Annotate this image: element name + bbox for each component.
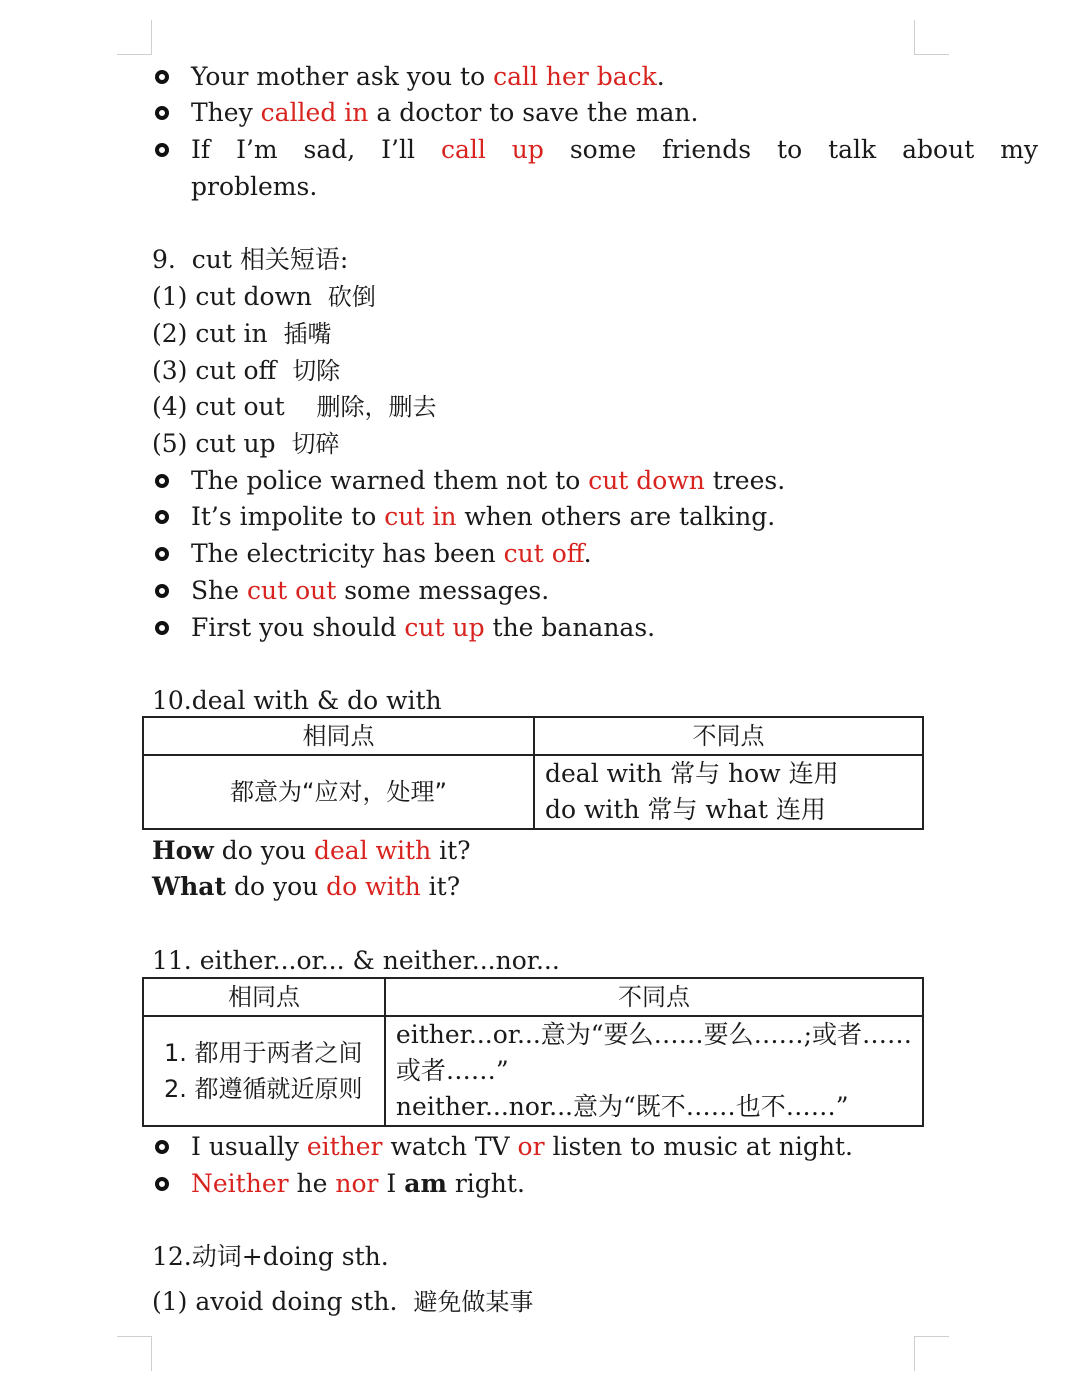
- table-header: 相同点: [143, 978, 385, 1016]
- crop-mark-bottom-left: [117, 1336, 152, 1371]
- section-heading: 11. either...or... & neither...nor...: [152, 946, 560, 975]
- crop-mark-bottom-right: [914, 1336, 949, 1371]
- table-cell-line: deal with 常与 how 连用: [545, 759, 839, 788]
- table-cell-line: neither...nor...意为“既不……也不……”: [395, 1092, 849, 1121]
- table-cell: [385, 1016, 923, 1126]
- crop-mark-top-right: [914, 20, 949, 55]
- bullet-icon: [155, 584, 169, 598]
- table-cell-line: 2. 都遵循就近原则: [164, 1075, 363, 1103]
- bullet-icon: [155, 106, 169, 120]
- table-header: 不同点: [534, 717, 923, 755]
- section-heading: 10.deal with & do with: [152, 686, 442, 715]
- bullet-icon: [155, 474, 169, 488]
- example-sentence: What do you do with it?: [152, 872, 461, 901]
- table-cell: [534, 755, 923, 829]
- phrase-item: (5) cut up 切碎: [152, 429, 340, 458]
- table-cell-line: 或者……”: [395, 1056, 509, 1085]
- table-cell-line: 1. 都用于两者之间: [164, 1039, 363, 1067]
- section-heading: 9. cut 相关短语:: [152, 245, 349, 274]
- table-cell-line: either...or...意为“要么……要么……;或者……: [395, 1020, 912, 1049]
- phrase-item: (4) cut out 删除，删去: [152, 392, 437, 421]
- bullet-icon: [155, 143, 169, 157]
- table-cell: [143, 1016, 385, 1126]
- phrase-item: (1) avoid doing sth. 避免做某事: [152, 1287, 534, 1316]
- comparison-table: [142, 977, 924, 1127]
- bullet-icon: [155, 70, 169, 84]
- table-header: 相同点: [143, 717, 534, 755]
- crop-mark-top-left: [117, 20, 152, 55]
- phrase-item: (2) cut in 插嘴: [152, 319, 332, 348]
- table-cell-line: do with 常与 what 连用: [545, 795, 826, 824]
- phrase-item: (1) cut down 砍倒: [152, 282, 376, 311]
- bullet-icon: [155, 1140, 169, 1154]
- bullet-icon: [155, 621, 169, 635]
- list-item-continuation: problems.: [191, 172, 318, 201]
- bullet-icon: [155, 510, 169, 524]
- comparison-table: [142, 716, 924, 830]
- example-sentence: How do you deal with it?: [152, 836, 471, 865]
- section-heading: 12.动词+doing sth.: [152, 1242, 389, 1271]
- bullet-icon: [155, 547, 169, 561]
- table-header: 不同点: [385, 978, 923, 1016]
- phrase-item: (3) cut off 切除: [152, 356, 341, 385]
- table-cell: 都意为“应对，处理”: [143, 755, 534, 829]
- bullet-icon: [155, 1177, 169, 1191]
